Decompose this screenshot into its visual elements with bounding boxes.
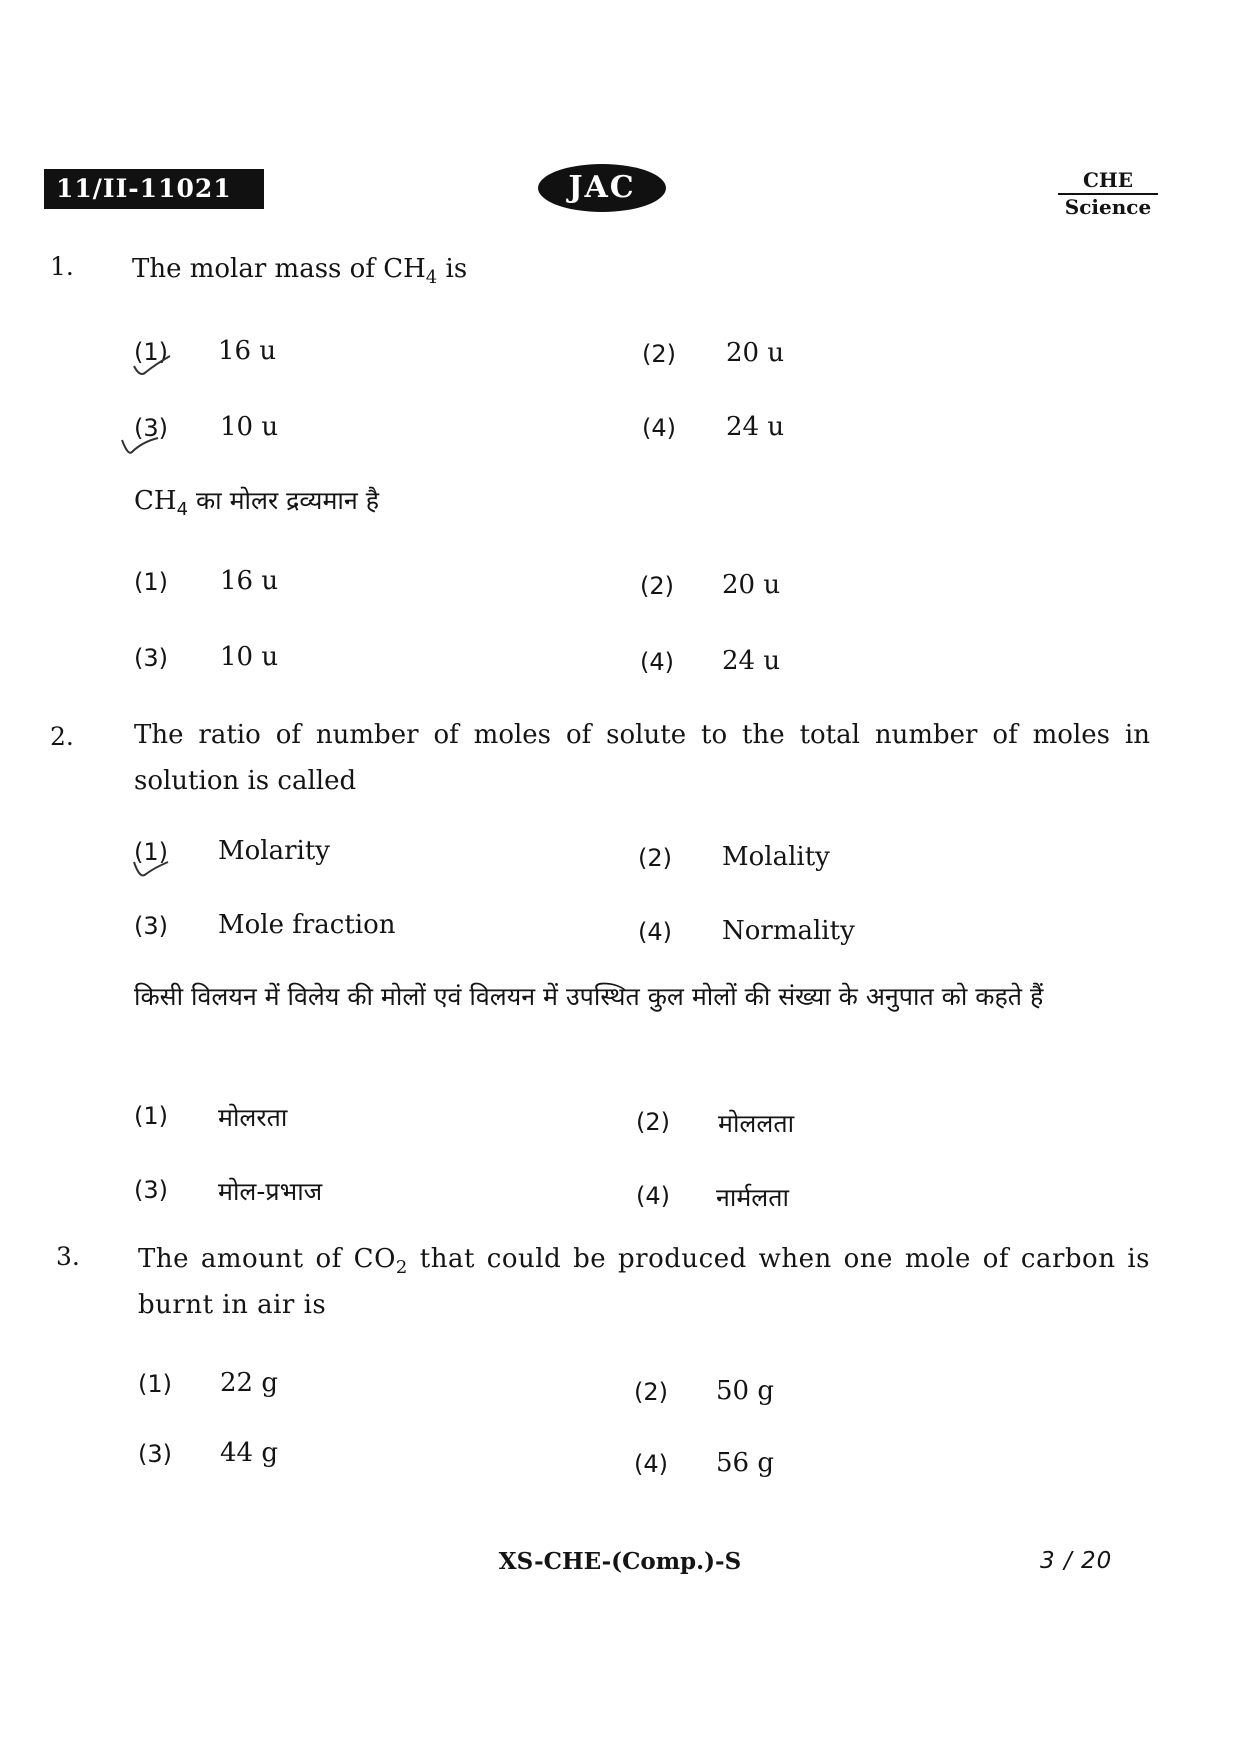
q1-en-opt1-num: (1) <box>134 338 168 366</box>
q1-en-opt2-val: 20 u <box>726 338 785 368</box>
q1-hi-opt2-num: (2) <box>640 572 674 600</box>
q1-hi-sub: 4 <box>176 499 189 520</box>
paper-code: 11/II-11021 <box>44 169 264 209</box>
q2-hi-opt2-val: मोललता <box>718 1109 795 1138</box>
q2-hi-opt2-num: (2) <box>636 1108 670 1136</box>
q1-hi-opt2-val: 20 u <box>722 570 781 600</box>
q3-post: that could be produced when one mole of carbon is burnt in air is <box>138 1244 1151 1320</box>
question-3-text-en <box>138 1236 1150 1328</box>
q2-en-opt4-num: (4) <box>638 918 672 946</box>
q2-hi-opt1-num: (1) <box>134 1102 168 1130</box>
page-number: 3 / 20 <box>1040 1548 1113 1574</box>
subject-name: Science <box>1064 195 1152 219</box>
q2-en-opt1-num: (1) <box>134 838 168 866</box>
q2-hi-opt4-num: (4) <box>636 1182 670 1210</box>
q1-hi-opt1-val: 16 u <box>220 566 279 596</box>
q1-en-opt3-val: 10 u <box>220 412 279 442</box>
q3-opt2-num: (2) <box>634 1378 668 1406</box>
q2-en-opt3-num: (3) <box>134 912 168 940</box>
q3-opt4-num: (4) <box>634 1450 668 1478</box>
q1-hi-pre: CH <box>134 486 177 516</box>
footer-paper-ref: XS-CHE-(Comp.)-S <box>498 1548 742 1575</box>
question-2-number: 2. <box>50 722 74 751</box>
q1-hi-opt3-val: 10 u <box>220 642 279 672</box>
q1-en-opt2-num: (2) <box>642 340 676 368</box>
q1-sub: 4 <box>425 267 438 288</box>
q3-opt4-val: 56 g <box>716 1448 774 1478</box>
q1-hi-opt1-num: (1) <box>134 568 168 596</box>
question-1-number: 1. <box>50 252 74 281</box>
q1-pre: The molar mass of CH <box>132 254 426 284</box>
q1-en-opt4-val: 24 u <box>726 412 785 442</box>
q1-hi-post: का मोलर द्रव्यमान है <box>188 486 379 515</box>
subject-code: CHE <box>1058 168 1158 195</box>
q3-pre: The amount of CO <box>138 1244 396 1274</box>
q1-en-opt4-num: (4) <box>642 414 676 442</box>
q1-hi-opt3-num: (3) <box>134 644 168 672</box>
question-1-text-hi <box>134 478 1164 524</box>
q3-opt1-num: (1) <box>138 1370 172 1398</box>
question-1-text-en <box>132 246 1152 292</box>
subject-label <box>1058 168 1158 219</box>
q1-en-opt3-num: (3) <box>134 414 168 442</box>
q1-post: is <box>437 254 468 284</box>
q2-en-opt4-val: Normality <box>722 916 855 946</box>
q1-en-opt1-val: 16 u <box>218 336 277 366</box>
q3-opt2-val: 50 g <box>716 1376 774 1406</box>
q2-hi-opt4-val: नार्मलता <box>716 1183 789 1212</box>
q1-hi-opt4-val: 24 u <box>722 646 781 676</box>
q3-opt3-num: (3) <box>138 1440 172 1468</box>
q3-sub: 2 <box>395 1257 408 1278</box>
q3-opt1-val: 22 g <box>220 1368 278 1398</box>
question-2-text-en: The ratio of number of moles of solute to the total number of moles in solution is called <box>134 720 1150 796</box>
q2-hi-opt3-num: (3) <box>134 1176 168 1204</box>
q2-en-opt3-val: Mole fraction <box>218 910 396 940</box>
q2-en-opt2-val: Molality <box>722 842 830 872</box>
q2-en-opt1-val: Molarity <box>218 836 330 866</box>
q1-hi-opt4-num: (4) <box>640 648 674 676</box>
board-badge: JAC <box>538 164 666 212</box>
question-3-number: 3. <box>56 1242 80 1271</box>
q3-opt3-val: 44 g <box>220 1438 278 1468</box>
question-2-text-hi: किसी विलयन में विलेय की मोलों एवं विलयन में उपस्थित कुल मोलों की संख्या के अनुपात को कहते हैं <box>134 982 1044 1011</box>
q2-hi-opt1-val: मोलरता <box>218 1103 288 1132</box>
q2-hi-opt3-val: मोल-प्रभाज <box>218 1177 323 1206</box>
q2-en-opt2-num: (2) <box>638 844 672 872</box>
